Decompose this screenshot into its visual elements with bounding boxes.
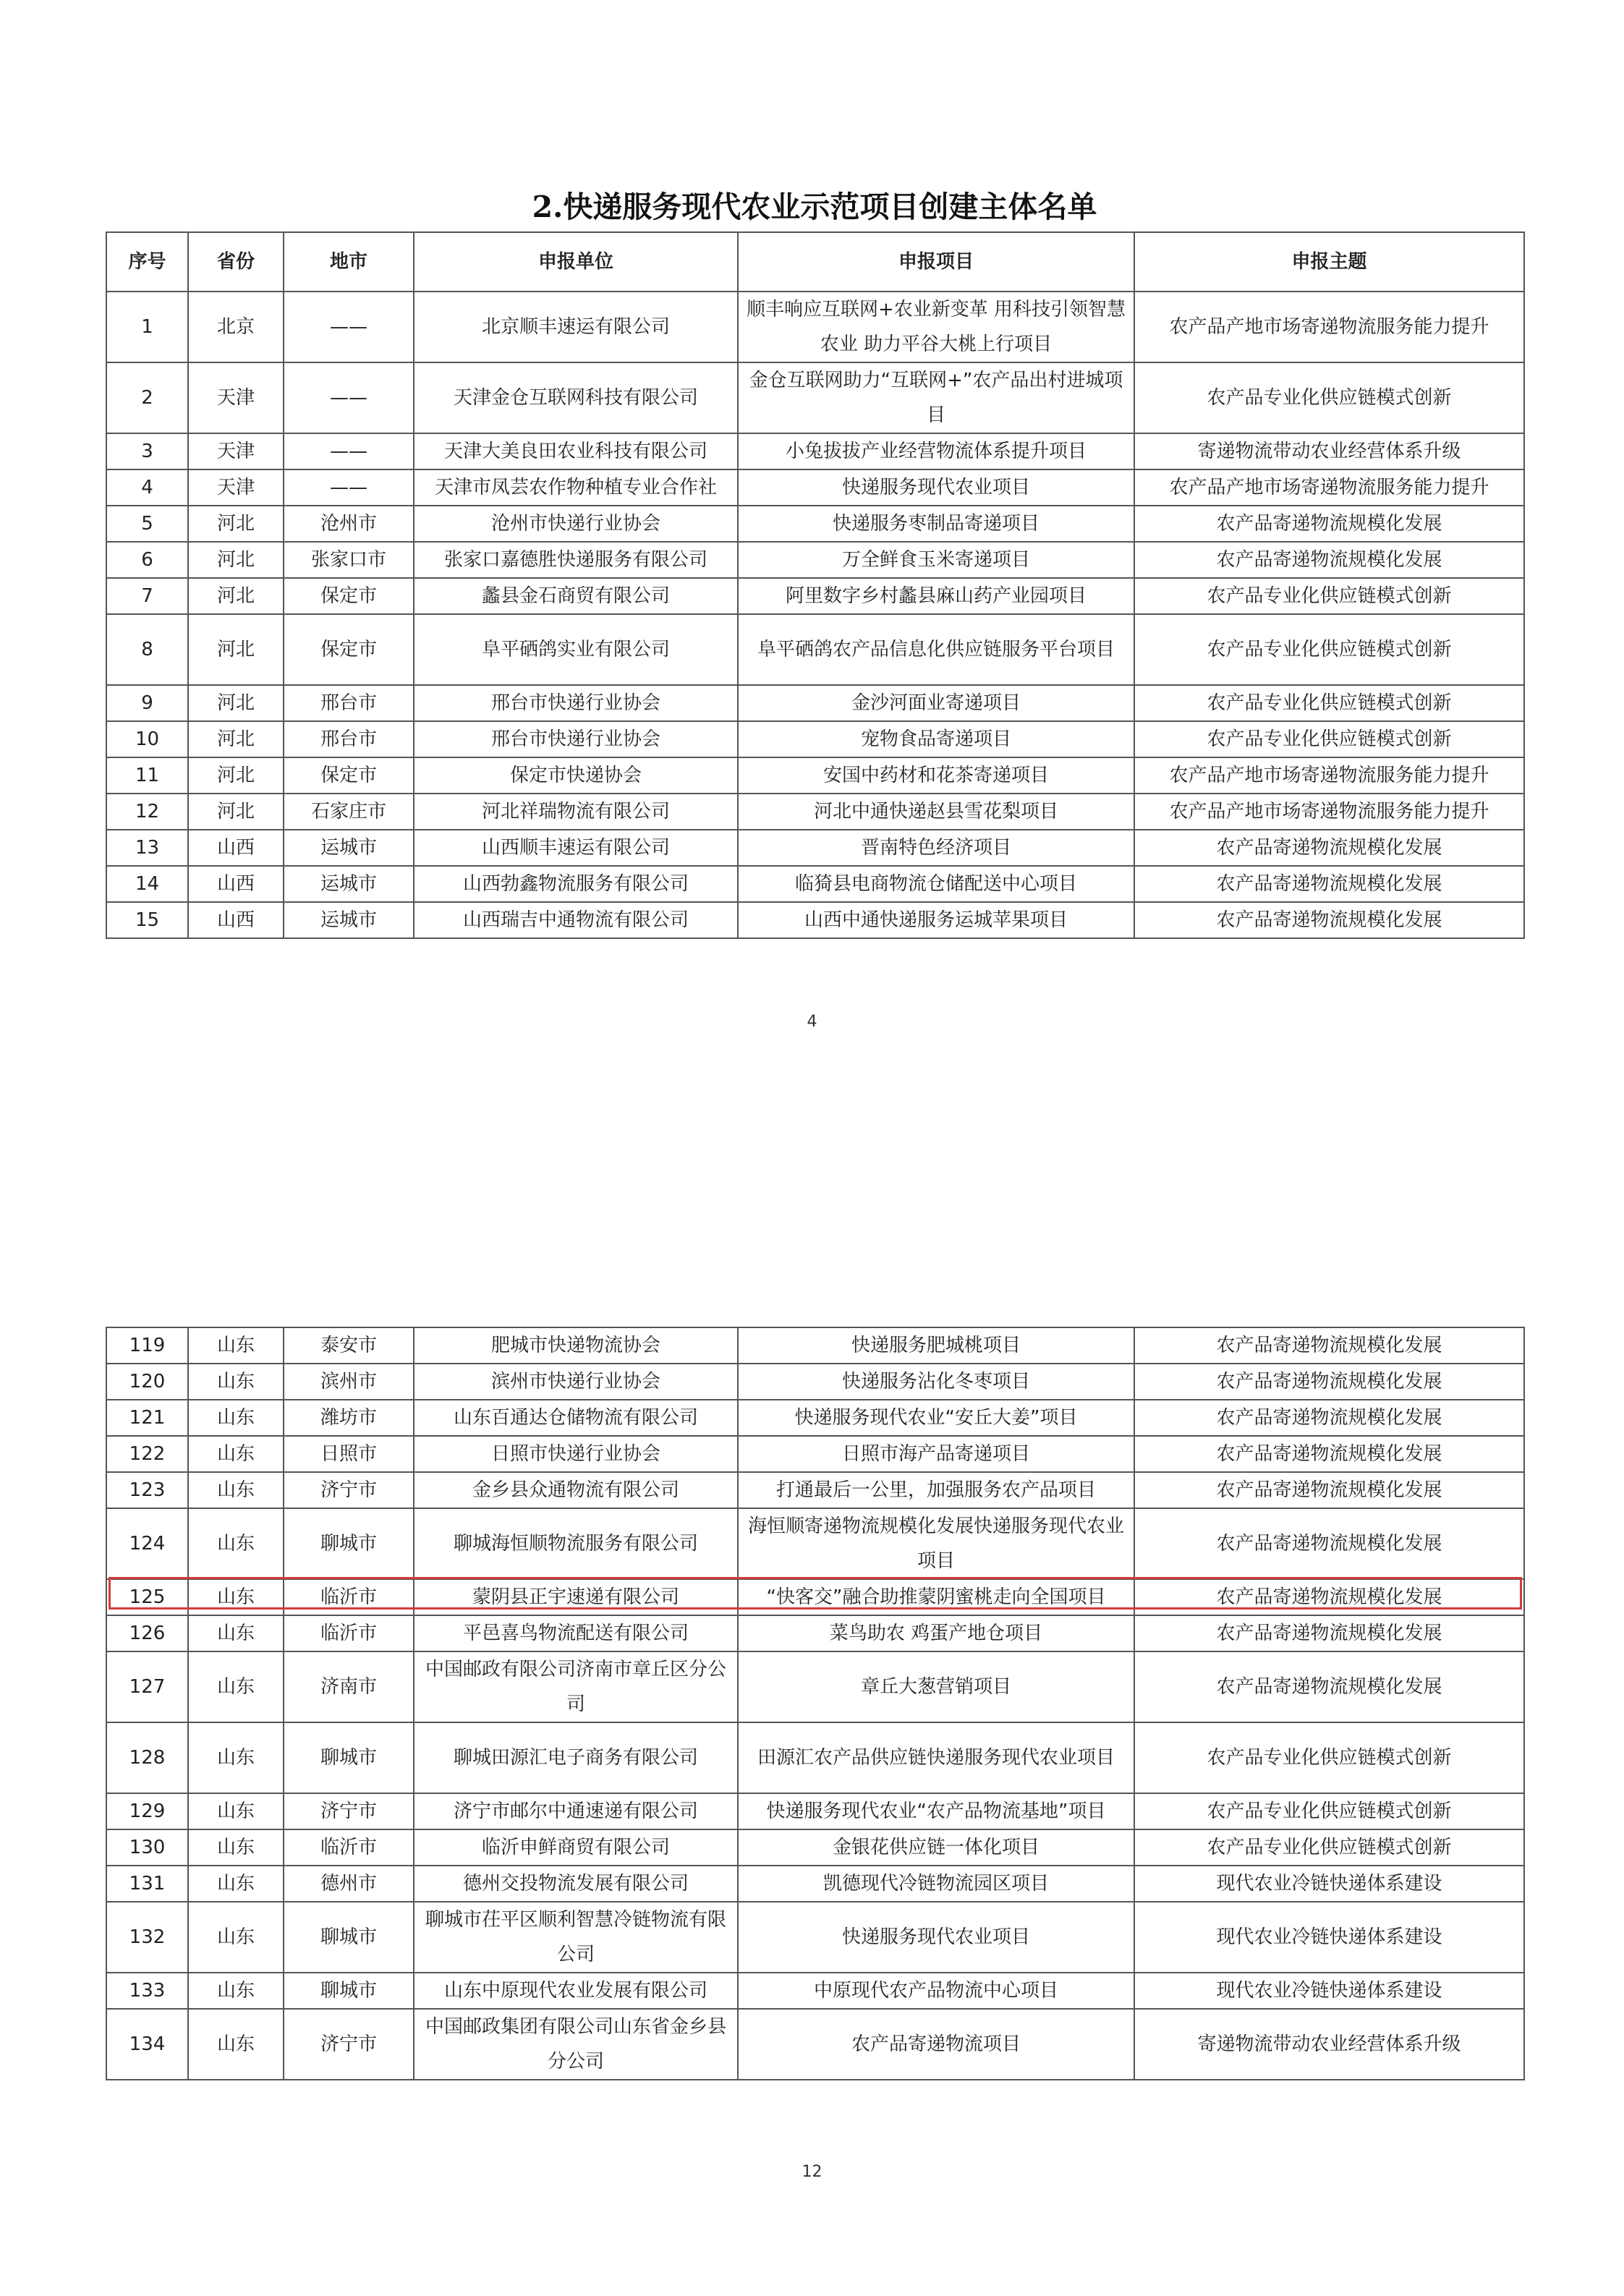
cell-index: 10 (106, 721, 188, 757)
header-province: 省份 (188, 232, 284, 292)
cell-index: 14 (106, 866, 188, 902)
cell-province: 山东 (188, 1973, 284, 2009)
cell-theme: 农产品寄递物流规模化发展 (1134, 1327, 1524, 1364)
cell-province: 山东 (188, 1722, 284, 1793)
cell-city: —— (284, 433, 414, 469)
cell-index: 15 (106, 902, 188, 938)
table-body (106, 1327, 1524, 2080)
table-row (106, 830, 1524, 866)
table-row (106, 721, 1524, 757)
cell-unit: 金乡县众通物流有限公司 (414, 1472, 738, 1508)
cell-province: 山东 (188, 1327, 284, 1364)
cell-city: 邢台市 (284, 685, 414, 721)
header-project: 申报项目 (738, 232, 1134, 292)
cell-city: 德州市 (284, 1866, 414, 1902)
cell-city: 临沂市 (284, 1615, 414, 1651)
cell-theme: 农产品寄递物流规模化发展 (1134, 506, 1524, 542)
cell-unit: 阜平硒鸽实业有限公司 (414, 614, 738, 685)
table-row (106, 866, 1524, 902)
cell-province: 山东 (188, 1364, 284, 1400)
cell-theme: 农产品专业化供应链模式创新 (1134, 578, 1524, 614)
cell-index: 2 (106, 362, 188, 433)
table-body (106, 292, 1524, 938)
cell-unit: 济宁市邮尔中通速递有限公司 (414, 1793, 738, 1829)
cell-city: 聊城市 (284, 1902, 414, 1973)
cell-theme: 农产品产地市场寄递物流服务能力提升 (1134, 292, 1524, 362)
cell-unit: 蒙阴县正宇速递有限公司 (414, 1579, 738, 1615)
table-row (106, 542, 1524, 578)
table-row (106, 1472, 1524, 1508)
cell-province: 山东 (188, 1472, 284, 1508)
cell-theme: 农产品寄递物流规模化发展 (1134, 1508, 1524, 1579)
cell-project: 阜平硒鸽农产品信息化供应链服务平台项目 (738, 614, 1134, 685)
cell-unit: 蠡县金石商贸有限公司 (414, 578, 738, 614)
cell-city: 济宁市 (284, 1793, 414, 1829)
cell-index: 5 (106, 506, 188, 542)
cell-unit: 聊城田源汇电子商务有限公司 (414, 1722, 738, 1793)
cell-index: 129 (106, 1793, 188, 1829)
cell-city: 聊城市 (284, 1973, 414, 2009)
table-row (106, 1902, 1524, 1973)
cell-project: 金仓互联网助力“互联网+”农产品出村进城项目 (738, 362, 1134, 433)
cell-theme: 农产品产地市场寄递物流服务能力提升 (1134, 794, 1524, 830)
cell-province: 河北 (188, 506, 284, 542)
cell-index: 4 (106, 469, 188, 506)
cell-theme: 农产品寄递物流规模化发展 (1134, 902, 1524, 938)
cell-unit: 滨州市快递行业协会 (414, 1364, 738, 1400)
cell-city: —— (284, 362, 414, 433)
cell-project: 宠物食品寄递项目 (738, 721, 1134, 757)
cell-province: 河北 (188, 757, 284, 794)
cell-city: 济宁市 (284, 1472, 414, 1508)
cell-province: 河北 (188, 685, 284, 721)
cell-index: 11 (106, 757, 188, 794)
cell-province: 山西 (188, 830, 284, 866)
table-row (106, 362, 1524, 433)
cell-unit: 邢台市快递行业协会 (414, 685, 738, 721)
table-row (106, 1722, 1524, 1793)
cell-city: —— (284, 469, 414, 506)
table-row (106, 1829, 1524, 1866)
cell-theme: 农产品寄递物流规模化发展 (1134, 1615, 1524, 1651)
table-row (106, 1327, 1524, 1364)
cell-province: 北京 (188, 292, 284, 362)
cell-province: 山东 (188, 1615, 284, 1651)
cell-index: 119 (106, 1327, 188, 1364)
table-row (106, 1508, 1524, 1579)
cell-province: 山东 (188, 1866, 284, 1902)
cell-unit: 张家口嘉德胜快递服务有限公司 (414, 542, 738, 578)
cell-project: 章丘大葱营销项目 (738, 1651, 1134, 1722)
cell-index: 7 (106, 578, 188, 614)
cell-province: 山东 (188, 1651, 284, 1722)
cell-theme: 寄递物流带动农业经营体系升级 (1134, 2009, 1524, 2080)
cell-province: 山西 (188, 866, 284, 902)
project-table-page-12 (106, 1327, 1525, 2080)
cell-project: 日照市海产品寄递项目 (738, 1436, 1134, 1472)
cell-province: 山东 (188, 1793, 284, 1829)
cell-project: “快客交”融合助推蒙阴蜜桃走向全国项目 (738, 1579, 1134, 1615)
cell-project: 万全鲜食玉米寄递项目 (738, 542, 1134, 578)
cell-city: 运城市 (284, 902, 414, 938)
header-unit: 申报单位 (414, 232, 738, 292)
cell-index: 128 (106, 1722, 188, 1793)
cell-project: 海恒顺寄递物流规模化发展快递服务现代农业项目 (738, 1508, 1134, 1579)
cell-city: 邢台市 (284, 721, 414, 757)
cell-project: 农产品寄递物流项目 (738, 2009, 1134, 2080)
cell-theme: 现代农业冷链快递体系建设 (1134, 1973, 1524, 2009)
cell-theme: 现代农业冷链快递体系建设 (1134, 1902, 1524, 1973)
cell-theme: 农产品专业化供应链模式创新 (1134, 685, 1524, 721)
cell-province: 河北 (188, 614, 284, 685)
cell-theme: 农产品产地市场寄递物流服务能力提升 (1134, 469, 1524, 506)
cell-project: 快递服务现代农业项目 (738, 1902, 1134, 1973)
cell-index: 12 (106, 794, 188, 830)
cell-index: 13 (106, 830, 188, 866)
cell-unit: 临沂申鲜商贸有限公司 (414, 1829, 738, 1866)
cell-province: 山东 (188, 1436, 284, 1472)
cell-index: 120 (106, 1364, 188, 1400)
cell-unit: 山西勃鑫物流服务有限公司 (414, 866, 738, 902)
cell-city: 济宁市 (284, 2009, 414, 2080)
table-row (106, 433, 1524, 469)
cell-project: 安国中药材和花茶寄递项目 (738, 757, 1134, 794)
cell-unit: 天津市凤芸农作物种植专业合作社 (414, 469, 738, 506)
cell-unit: 天津金仓互联网科技有限公司 (414, 362, 738, 433)
cell-city: 运城市 (284, 830, 414, 866)
cell-index: 9 (106, 685, 188, 721)
cell-theme: 农产品专业化供应链模式创新 (1134, 1722, 1524, 1793)
cell-project: 快递服务枣制品寄递项目 (738, 506, 1134, 542)
table-row (106, 506, 1524, 542)
cell-theme: 农产品寄递物流规模化发展 (1134, 1400, 1524, 1436)
table-row (106, 685, 1524, 721)
table-row (106, 292, 1524, 362)
cell-project: 凯德现代冷链物流园区项目 (738, 1866, 1134, 1902)
header-city: 地市 (284, 232, 414, 292)
table-row (106, 1615, 1524, 1651)
cell-province: 山东 (188, 1579, 284, 1615)
cell-project: 快递服务现代农业“安丘大姜”项目 (738, 1400, 1134, 1436)
cell-unit: 河北祥瑞物流有限公司 (414, 794, 738, 830)
table-row (106, 757, 1524, 794)
cell-theme: 寄递物流带动农业经营体系升级 (1134, 433, 1524, 469)
cell-unit: 山西顺丰速运有限公司 (414, 830, 738, 866)
cell-project: 快递服务现代农业“农产品物流基地”项目 (738, 1793, 1134, 1829)
cell-project: 晋南特色经济项目 (738, 830, 1134, 866)
cell-unit: 保定市快递协会 (414, 757, 738, 794)
cell-index: 1 (106, 292, 188, 362)
cell-unit: 肥城市快递物流协会 (414, 1327, 738, 1364)
table-header-row (106, 232, 1524, 292)
cell-theme: 农产品寄递物流规模化发展 (1134, 542, 1524, 578)
cell-project: 山西中通快递服务运城苹果项目 (738, 902, 1134, 938)
cell-unit: 山西瑞吉中通物流有限公司 (414, 902, 738, 938)
table-row (106, 578, 1524, 614)
cell-project: 临猗县电商物流仓储配送中心项目 (738, 866, 1134, 902)
cell-province: 山东 (188, 1902, 284, 1973)
cell-index: 131 (106, 1866, 188, 1902)
cell-index: 6 (106, 542, 188, 578)
cell-unit: 山东百通达仓储物流有限公司 (414, 1400, 738, 1436)
cell-city: 潍坊市 (284, 1400, 414, 1436)
cell-project: 打通最后一公里，加强服务农产品项目 (738, 1472, 1134, 1508)
cell-theme: 农产品专业化供应链模式创新 (1134, 721, 1524, 757)
cell-city: 滨州市 (284, 1364, 414, 1400)
cell-province: 天津 (188, 362, 284, 433)
table-row (106, 1793, 1524, 1829)
cell-project: 快递服务肥城桃项目 (738, 1327, 1134, 1364)
cell-project: 菜鸟助农 鸡蛋产地仓项目 (738, 1615, 1134, 1651)
cell-province: 河北 (188, 794, 284, 830)
cell-province: 天津 (188, 433, 284, 469)
cell-project: 金沙河面业寄递项目 (738, 685, 1134, 721)
page-number: 4 (807, 1013, 817, 1031)
cell-theme: 现代农业冷链快递体系建设 (1134, 1866, 1524, 1902)
cell-province: 山东 (188, 1400, 284, 1436)
cell-unit: 中国邮政有限公司济南市章丘区分公司 (414, 1651, 738, 1722)
table-row (106, 1579, 1524, 1615)
table-row (106, 469, 1524, 506)
cell-city: 运城市 (284, 866, 414, 902)
cell-city: 聊城市 (284, 1508, 414, 1579)
cell-index: 124 (106, 1508, 188, 1579)
table-row (106, 1973, 1524, 2009)
cell-province: 河北 (188, 542, 284, 578)
cell-project: 河北中通快递赵县雪花梨项目 (738, 794, 1134, 830)
cell-unit: 平邑喜鸟物流配送有限公司 (414, 1615, 738, 1651)
cell-unit: 北京顺丰速运有限公司 (414, 292, 738, 362)
cell-province: 山东 (188, 1829, 284, 1866)
cell-index: 126 (106, 1615, 188, 1651)
cell-index: 3 (106, 433, 188, 469)
cell-theme: 农产品寄递物流规模化发展 (1134, 1364, 1524, 1400)
cell-index: 132 (106, 1902, 188, 1973)
cell-theme: 农产品寄递物流规模化发展 (1134, 1472, 1524, 1508)
table-row (106, 902, 1524, 938)
table-row (106, 1364, 1524, 1400)
cell-index: 123 (106, 1472, 188, 1508)
cell-unit: 中国邮政集团有限公司山东省金乡县分公司 (414, 2009, 738, 2080)
cell-theme: 农产品寄递物流规模化发展 (1134, 1579, 1524, 1615)
cell-theme: 农产品专业化供应链模式创新 (1134, 614, 1524, 685)
cell-city: 临沂市 (284, 1829, 414, 1866)
page-number: 12 (802, 2163, 822, 2181)
cell-unit: 邢台市快递行业协会 (414, 721, 738, 757)
cell-province: 山西 (188, 902, 284, 938)
cell-project: 快递服务沾化冬枣项目 (738, 1364, 1134, 1400)
cell-index: 122 (106, 1436, 188, 1472)
cell-unit: 山东中原现代农业发展有限公司 (414, 1973, 738, 2009)
cell-unit: 沧州市快递行业协会 (414, 506, 738, 542)
cell-city: 保定市 (284, 614, 414, 685)
cell-theme: 农产品专业化供应链模式创新 (1134, 1793, 1524, 1829)
cell-city: 张家口市 (284, 542, 414, 578)
cell-unit: 天津大美良田农业科技有限公司 (414, 433, 738, 469)
cell-city: 聊城市 (284, 1722, 414, 1793)
cell-city: 日照市 (284, 1436, 414, 1472)
cell-theme: 农产品专业化供应链模式创新 (1134, 362, 1524, 433)
cell-province: 河北 (188, 721, 284, 757)
cell-theme: 农产品寄递物流规模化发展 (1134, 1651, 1524, 1722)
cell-city: 石家庄市 (284, 794, 414, 830)
cell-unit: 德州交投物流发展有限公司 (414, 1866, 738, 1902)
table-row (106, 1866, 1524, 1902)
cell-index: 134 (106, 2009, 188, 2080)
cell-city: 保定市 (284, 757, 414, 794)
cell-unit: 日照市快递行业协会 (414, 1436, 738, 1472)
cell-unit: 聊城海恒顺物流服务有限公司 (414, 1508, 738, 1579)
cell-theme: 农产品寄递物流规模化发展 (1134, 866, 1524, 902)
header-index: 序号 (106, 232, 188, 292)
table-row (106, 1400, 1524, 1436)
cell-province: 山东 (188, 1508, 284, 1579)
cell-city: 济南市 (284, 1651, 414, 1722)
header-theme: 申报主题 (1134, 232, 1524, 292)
cell-theme: 农产品专业化供应链模式创新 (1134, 1829, 1524, 1866)
cell-project: 金银花供应链一体化项目 (738, 1829, 1134, 1866)
cell-city: 临沂市 (284, 1579, 414, 1615)
table-row (106, 614, 1524, 685)
cell-index: 130 (106, 1829, 188, 1866)
cell-project: 中原现代农产品物流中心项目 (738, 1973, 1134, 2009)
cell-province: 河北 (188, 578, 284, 614)
cell-city: 沧州市 (284, 506, 414, 542)
table-row (106, 2009, 1524, 2080)
cell-unit: 聊城市茌平区顺利智慧冷链物流有限公司 (414, 1902, 738, 1973)
cell-theme: 农产品寄递物流规模化发展 (1134, 1436, 1524, 1472)
cell-project: 快递服务现代农业项目 (738, 469, 1134, 506)
cell-province: 天津 (188, 469, 284, 506)
document-title: 2.快递服务现代农业示范项目创建主体名单 (532, 190, 1097, 224)
cell-project: 阿里数字乡村蠡县麻山药产业园项目 (738, 578, 1134, 614)
table-row (106, 1651, 1524, 1722)
cell-index: 8 (106, 614, 188, 685)
project-table-page-4 (106, 231, 1525, 939)
cell-index: 125 (106, 1579, 188, 1615)
cell-project: 田源汇农产品供应链快递服务现代农业项目 (738, 1722, 1134, 1793)
cell-city: 泰安市 (284, 1327, 414, 1364)
cell-theme: 农产品产地市场寄递物流服务能力提升 (1134, 757, 1524, 794)
cell-project: 顺丰响应互联网+农业新变革 用科技引领智慧农业 助力平谷大桃上行项目 (738, 292, 1134, 362)
table-row (106, 794, 1524, 830)
cell-index: 121 (106, 1400, 188, 1436)
table-row (106, 1436, 1524, 1472)
cell-theme: 农产品寄递物流规模化发展 (1134, 830, 1524, 866)
cell-city: 保定市 (284, 578, 414, 614)
cell-city: —— (284, 292, 414, 362)
cell-project: 小兔拔拔产业经营物流体系提升项目 (738, 433, 1134, 469)
cell-index: 127 (106, 1651, 188, 1722)
cell-index: 133 (106, 1973, 188, 2009)
cell-province: 山东 (188, 2009, 284, 2080)
